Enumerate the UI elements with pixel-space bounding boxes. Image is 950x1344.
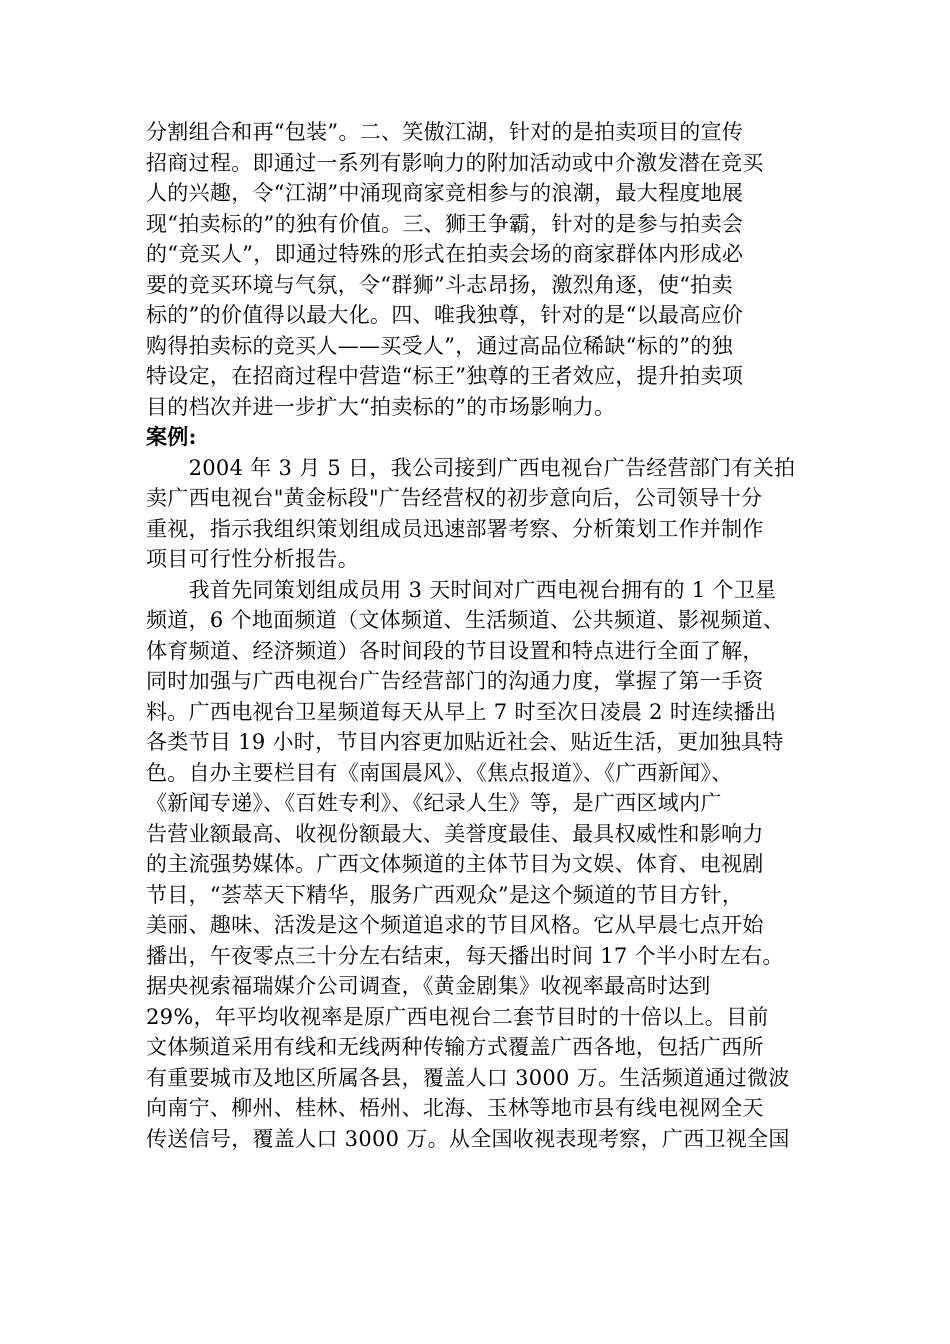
text-line: 的主流强势媒体。广西文体频道的主体节目为文娱、体育、电视剧	[146, 852, 764, 876]
text-line: 向南宁、柳州、桂林、梧州、北海、玉林等地市县有线电视网全天	[146, 1096, 764, 1120]
text-line: 现“拍卖标的”的独有价值。三、狮王争霸，针对的是参与拍卖会	[146, 211, 744, 236]
text-line: 要的竞买环境与气氛，令“群狮”斗志昂扬，激烈角逐，使“拍卖	[146, 272, 733, 297]
text-line: 各类节目 19 小时，节目内容更加贴近社会、贴近生活，更加独具特	[146, 730, 784, 754]
text-line: 美丽、趣味、活泼是这个频道追求的节目风格。它从早晨七点开始	[146, 913, 764, 937]
text-line: 人的兴趣，令“江湖”中涌现商家竞相参与的浪潮，最大程度地展	[146, 181, 744, 205]
text-line: 29%，年平均收视率是原广西电视台二套节目时的十倍以上。目前	[146, 1004, 769, 1029]
text-line: 同时加强与广西电视台广告经营部门的沟通力度，掌握了第一手资	[146, 669, 764, 693]
text-line: 频道，6 个地面频道（文体频道、生活频道、公共频道、影视频道、	[146, 608, 785, 632]
text-line: 项目可行性分析报告。	[146, 547, 359, 571]
text-line: 节目，“荟萃天下精华，服务广西观众”是这个频道的节目方针，	[146, 882, 744, 907]
document-page	[146, 117, 806, 1154]
text-line: 料。广西电视台卫星频道每天从早上 7 时至次日凌晨 2 时连续播出	[146, 699, 777, 724]
text-line: 我首先同策划组成员用 3 天时间对广西电视台拥有的 1 个卫星	[146, 577, 777, 602]
text-line: 标的”的价值得以最大化。四、唯我独尊，针对的是“以最高应价	[146, 303, 744, 327]
text-line: 重视，指示我组织策划组成员迅速部署考察、分析策划工作并制作	[146, 516, 764, 541]
text-line: 色。自办主要栏目有《南国晨风》、《焦点报道》、《广西新闻》、	[146, 760, 733, 785]
text-line: 文体频道采用有线和无线两种传输方式覆盖广西各地，包括广西所	[146, 1035, 764, 1059]
text-line: 特设定，在招商过程中营造“标王”独尊的王者效应，提升拍卖项	[146, 364, 744, 388]
text-line: 体育频道、经济频道）各时间段的节目设置和特点进行全面了解，	[146, 638, 764, 663]
text-line: 告营业额最高、收视份额最大、美誉度最佳、最具权威性和影响力	[146, 821, 764, 846]
text-line: 播出，午夜零点三十分左右结束，每天播出时间 17 个半小时左右。	[146, 943, 784, 968]
text-line: 招商过程。即通过一系列有影响力的附加活动或中介激发潜在竞买	[146, 150, 764, 175]
text-line: 《新闻专递》、《百姓专利》、《纪录人生》等，是广西区域内广	[146, 791, 722, 815]
text-line: 目的档次并进一步扩大“拍卖标的”的市场影响力。	[146, 394, 616, 419]
text-line: 卖广西电视台"黄金标段"广告经营权的初步意向后，公司领导十分	[146, 486, 763, 510]
section-heading: 案例:	[146, 424, 197, 449]
text-line: 分割组合和再“包装”。二、笑傲江湖，针对的是拍卖项目的宣传	[146, 120, 744, 144]
text-line: 2004 年 3 月 5 日，我公司接到广西电视台广告经营部门有关拍	[146, 455, 796, 480]
text-line: 有重要城市及地区所属各县，覆盖人口 3000 万。生活频道通过微波	[146, 1065, 790, 1090]
text-line: 传送信号，覆盖人口 3000 万。从全国收视表现考察，广西卫视全国	[146, 1126, 790, 1151]
text-line: 据央视索福瑞媒介公司调查，《黄金剧集》收视率最高时达到	[146, 974, 711, 998]
text-line: 的“竞买人”，即通过特殊的形式在拍卖会场的商家群体内形成必	[146, 242, 744, 266]
text-line: 购得拍卖标的竞买人——买受人”，通过高品位稀缺“标的”的独	[146, 333, 733, 358]
